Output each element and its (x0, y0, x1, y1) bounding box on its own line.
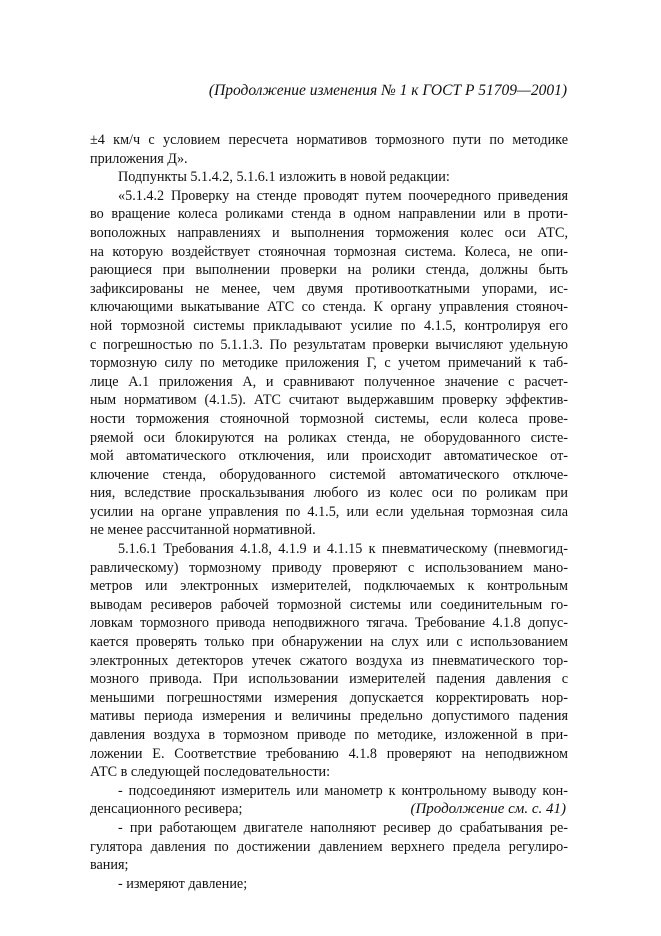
text-line: кается проверять только при обнаружении на слух или с использованием (90, 634, 568, 651)
text-line: Подпункты 5.1.4.2, 5.1.6.1 изложить в новой редакции: (118, 169, 450, 186)
page-footer-continuation: (Продолжение см. с. 41) (410, 801, 566, 817)
text-line: усилии на органе управления по 4.1.5, или если удельная тормозная сила (90, 503, 568, 520)
text-line: мой автоматического отключения, или происходит автоматическое от- (90, 448, 568, 465)
text-line: ным нормативом (4.1.5). АТС считают выдержавшим проверку эффектив- (90, 392, 568, 409)
text-line: «5.1.4.2 Проверку на стенде проводят путем поочередного приведения (118, 187, 568, 204)
text-line: давления воздуха в тормозном приводе по методике, изложенной в при- (90, 727, 568, 743)
text-line: АТС в следующей последовательности: (90, 764, 331, 781)
text-line: электронных детекторов утечек сжатого воздуха из пневматического тор- (90, 652, 568, 669)
text-line: ной тормозной системы прикладывают усилие по 4.1.5, контролируя его (90, 317, 568, 334)
text-line: вания; (90, 857, 129, 874)
text-line: мативы периода измерения и величины предельно допустимого падения (90, 708, 568, 725)
text-line: во вращение колеса роликами стенда в одном направлении или в проти- (90, 206, 568, 223)
text-line: не менее рассчитанной нормативной. (90, 522, 316, 539)
document-body (90, 131, 568, 893)
text-line: гулятора давления по достижении давлением верхнего предела регулиро- (90, 838, 568, 855)
text-line: ности торможения стояночной тормозной системы, если колеса прове- (90, 410, 568, 427)
text-line: ловкам тормозного привода неподвижного тягача. Требование 4.1.8 допус- (90, 615, 568, 632)
text-line: выводам ресиверов рабочей тормозной системы или соединительным го- (90, 596, 568, 613)
text-line: ключающими выкатывание АТС со стенда. К органу управления стояноч- (90, 299, 568, 316)
text-line: зафиксированы не менее, чем двумя противооткатными упорами, ис- (90, 280, 568, 297)
page-header-continuation: (Продолжение изменения № 1 к ГОСТ Р 51709—2001) (208, 82, 567, 99)
text-line: тормозную силу по методике приложения Г, с учетом примечаний к таб- (90, 355, 568, 372)
text-line: денсационного ресивера; (90, 801, 243, 818)
text-line: ложении Е. Соответствие требованию 4.1.8 проверяют на неподвижном (90, 745, 568, 762)
text-line: лице А.1 приложения А, и сравнивают полученное значение с расчет- (90, 373, 568, 390)
text-line: ния, вследствие проскальзывания любого из колес оси по роликам при (90, 485, 568, 502)
text-line: мозного привода. При использовании измерителей падения давления с (90, 671, 568, 688)
text-line: - при работающем двигателе наполняют ресивер до срабатывания ре- (118, 819, 568, 836)
text-line: воположных направлениях и выполнения торможения колес оси АТС, (90, 224, 568, 241)
text-line: меньшими погрешностями измерения допускается корректировать нор- (90, 689, 568, 706)
text-line: ключение стенда, оборудованного системой автоматического отключе- (90, 466, 568, 483)
text-line: метров или электронных измерителей, подключаемых к контрольным (90, 578, 568, 595)
text-line: ±4 км/ч с условием пересчета нормативов тормозного пути по методике (90, 132, 568, 148)
text-line: рающиеся при выполнении проверки на ролики стенда, должны быть (90, 262, 568, 279)
text-line: равлическому) тормозному приводу проверяют с использованием мано- (90, 559, 568, 576)
text-line: - подсоединяют измеритель или манометр к контрольному выводу кон- (118, 782, 568, 799)
text-line: ряемой оси блокируются на роликах стенда, не оборудованного систе- (90, 429, 568, 446)
text-line: приложения Д». (90, 150, 188, 167)
text-line: на которую воздействует стояночная тормозная система. Колеса, не опи- (90, 243, 568, 260)
text-line: - измеряют давление; (118, 875, 248, 892)
text-line: 5.1.6.1 Требования 4.1.8, 4.1.9 и 4.1.15 к пневматическому (пневмогид- (118, 541, 568, 558)
text-line: с погрешностью по 5.1.1.3. По результатам проверки вычисляют удельную (90, 336, 568, 353)
